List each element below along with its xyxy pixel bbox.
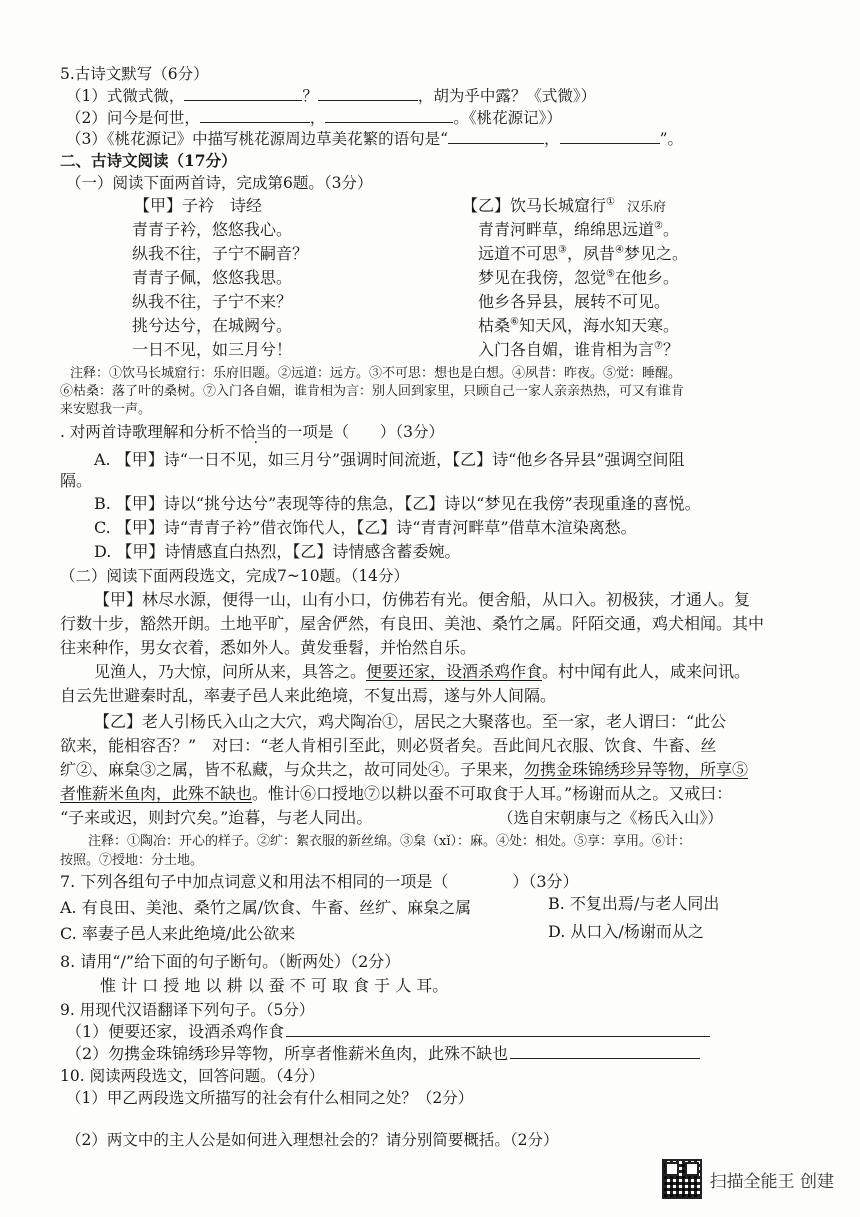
q5-line1: （1）式微式微， ？ ，胡为乎中露？《式微》） [66,87,597,105]
q6-option-c[interactable]: C. 【甲】诗“青青子衿”借衣饰代人，【乙】诗“青青河畔草”借草木渲染离愁。 [94,518,637,537]
passage-a-line: 见渔人，乃大惊，问所从来，具答之。便要还家，设酒杀鸡作食。村中闻有此人，咸来问讯。 [94,662,751,681]
poem-a-line: 一日不见，如三月兮！ [132,340,293,359]
q5-line3: （3）《桃花源记》中描写桃花源周边草美花繁的语句是“ ， ”。 [66,130,683,148]
q6-option-a[interactable]: A. 【甲】诗“一日不见，如三月兮”强调时间流逝，【乙】诗“他乡各异县”强调空间阻 [94,450,685,469]
notes-1-line: 来安慰我一声。 [60,402,152,417]
poem-a-line: 纵我不往，子宁不嗣音？ [132,244,309,263]
passage-a-line: 行数十步，豁然开朗。土地平旷，屋舍俨然，有良田、美池、桑竹之属。阡陌交通，鸡犬相闻。其中 [60,614,765,633]
section-2-title: 二、古诗文阅读（17分） [60,151,237,170]
poem-b-title: 【乙】饮马长城窟行① 汉乐府 [462,196,666,215]
poem-b-line: 远道不可思③，夙昔④梦见之。 [478,244,688,263]
q7-option-b[interactable]: B. 不复出焉/与老人同出 [548,894,720,913]
poem-b-line: 他乡各异县，展转不可见。 [478,292,671,311]
q8-stem: 8. 请用“/”给下面的句子断句。（断两处）（2分） [60,952,401,971]
q6-option-a-cont: 隔。 [60,471,93,490]
poem-b-line: 梦见在我傍，忽觉⑤在他乡。 [478,268,679,287]
passage-a-line: 【甲】林尽水源，便得一山，山有小口，仿佛若有光。便舍船，从口入。初极狭，才通人。复 [94,590,751,609]
passage-b-line: 欲来，能相容否？” 对曰：“老人肯相引至此，则必贤者矣。吾此间凡衣服、饮食、牛畜、丝 [60,736,717,755]
passage-b-line: “子来或迟，则封穴矣。”迨暮，与老人同出。 [60,808,373,827]
scanner-watermark [662,1159,834,1199]
poem-b-line: 入门各自媚，谁肯相为言⑦？ [478,340,679,359]
q10-item-1: （1）甲乙两段选文所描写的社会有什么相同之处？（2分） [66,1089,474,1107]
q7-option-d[interactable]: D. 从口入/杨谢而从之 [548,922,704,941]
passage-a-line: 自云先世避秦时乱，率妻子邑人来此绝境，不复出焉，遂与外人间隔。 [60,686,557,705]
q5-line2: （2）问今是何世， ， 。《桃花源记》） [66,109,562,127]
passage-a-line: 往来种作，男女衣着，悉如外人。黄发垂髫，并怡然自乐。 [60,638,477,657]
q10-stem: 10. 阅读两段选文，回答问题。（4分） [60,1067,325,1085]
poem-a-title: 【甲】子衿 诗经 [134,196,263,215]
passage-b-line: 【乙】老人引杨氏入山之大穴，鸡犬陶冶①，居民之大聚落也。至一家，老人谓曰：“此公 [94,712,727,731]
notes-1-line: ⑥枯桑：落了叶的桑树。⑦入门各自媚，谁肯相为言：别人回到家里，只顾自己一家人亲亲热热，可又有谁肯 [60,384,685,399]
poem-a-line: 青青子衿，悠悠我心。 [132,220,293,239]
q5-title: 5.古诗文默写（6分） [60,65,209,83]
qr-code-icon [662,1159,702,1199]
q10-item-2: （2）两文中的主人公是如何进入理想社会的？请分别简要概括。（2分） [66,1131,559,1149]
q8-sentence: 惟 计 口 授 地 以 耕 以 蚕 不 可 取 食 于 人 耳。 [100,976,449,995]
poem-b-line: 枯桑⑥知天风，海水知天寒。 [478,316,679,335]
notes-2-line: 注释：①陶冶：开心的样子。②纩：絮衣服的新丝绵。③枲（xǐ）：麻。④处：相处。⑤享：享用。⑥计： [88,834,691,849]
q6-stem: . 对两首诗歌理解和分析不恰当的一项是（ ）（3分） [60,423,444,441]
q6-option-d[interactable]: D. 【甲】诗情感直白热烈，【乙】诗情感含蓄委婉。 [94,542,461,561]
part-2-title: （二）阅读下面两段选文，完成7~10题。（14分） [60,567,410,585]
notes-1-line: 注释：①饮马长城窟行：乐府旧题。②远道：远方。③不可思：想也是白想。④夙昔：昨夜。⑤觉：睡醒。 [70,366,682,381]
poem-a-line: 纵我不往，子宁不来？ [132,292,293,311]
q9-item-2: （2）勿携金珠锦绣珍异等物，所享者惟薪米鱼肉，此殊不缺也 [66,1044,700,1064]
q7-stem: 7. 下列各组句子中加点词意义和用法不相同的一项是（ ）（3分） [60,872,579,891]
passage-b-line: 者惟薪米鱼肉，此殊不缺也。惟计⑥口授地⑦以耕以蚕不可取食于人耳。”杨谢而从之。又戒曰： [60,784,733,803]
poem-a-line: 青青子佩，悠悠我思。 [132,268,293,287]
q7-option-a[interactable]: A. 有良田、美池、桑竹之属/饮食、牛畜、丝纩、麻枲之属 [60,898,472,917]
q9-stem: 9. 用现代汉语翻译下列句子。（5分） [60,1001,315,1019]
poem-b-line: 青青河畔草，绵绵思远道②。 [478,220,679,239]
passage-b-line: 纩②、麻枲③之属，皆不私藏，与众共之，故可同处④。子果来，勿携金珠锦绣珍异等物，所享⑤ [60,760,749,779]
part-1-title: （一）阅读下面两首诗，完成第6题。（3分） [66,174,373,192]
passage-b-source: （选自宋朝康与之《杨氏入山》） [498,809,723,827]
notes-2-line: 按照。⑦授地：分土地。 [60,853,204,868]
q7-option-c[interactable]: C. 率妻子邑人来此绝境/此公欲来 [60,924,296,943]
q9-item-1: （1）便要还家，设酒杀鸡作食 [66,1022,710,1042]
poem-a-line: 挑兮达兮，在城阙兮。 [132,316,293,335]
scanner-brand: 扫描全能王 创建 [709,1171,834,1192]
q6-option-b[interactable]: B. 【甲】诗以“挑兮达兮”表现等待的焦急，【乙】诗以“梦见在我傍”表现重逢的喜悦。 [94,494,701,513]
